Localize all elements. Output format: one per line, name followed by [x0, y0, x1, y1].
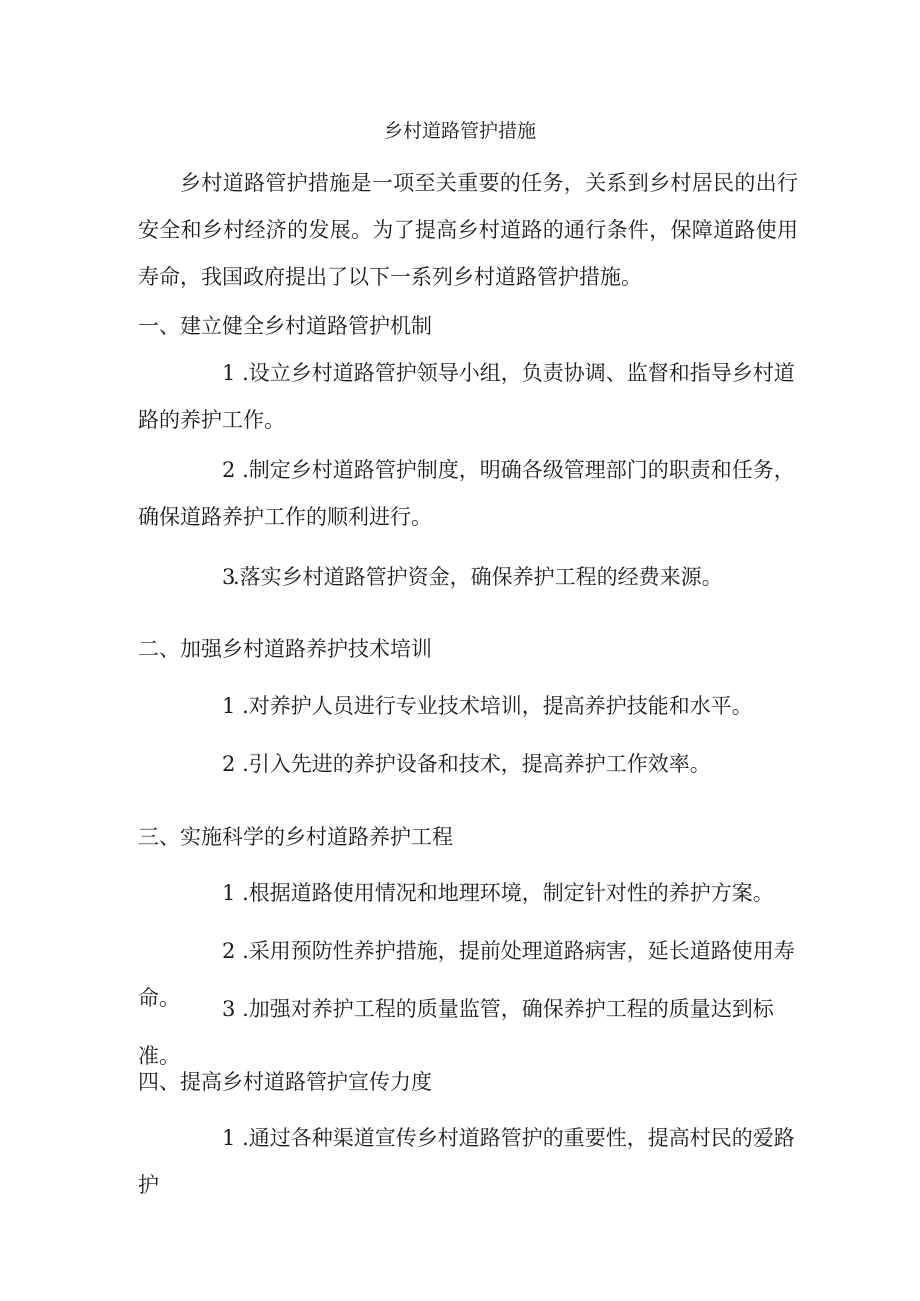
section-1-item-3	[138, 554, 798, 601]
section-heading-2: 二、加强乡村道路养护技术培训	[138, 637, 432, 661]
item-number: 2	[222, 458, 236, 482]
item-number: 1	[222, 881, 236, 905]
item-text: .加强对养护工程的质量监管，确保养护工程的质量达到标准。	[138, 997, 774, 1068]
section-2-item-1	[138, 683, 798, 730]
item-text: .采用预防性养护措施，提前处理道路病害，延长道路使用寿命。	[138, 939, 795, 1010]
item-number: 3	[222, 565, 236, 589]
section-2-item-2	[138, 741, 798, 788]
document-title: 乡村道路管护措施	[383, 120, 536, 142]
item-text: .通过各种渠道宣传乡村道路管护的重要性，提高村民的爱路护	[138, 1126, 795, 1197]
section-heading-1: 一、建立健全乡村道路管护机制	[138, 314, 432, 338]
item-number: 3	[222, 997, 236, 1021]
intro-paragraph: 乡村道路管护措施是一项至关重要的任务，关系到乡村居民的出行安全和乡村经济的发展。为了提高乡村道路的通行条件，保障道路使用寿命，我国政府提出了以下一系列乡村道路管护措施。	[138, 171, 798, 289]
section-3-item-1	[138, 870, 798, 917]
item-text: .落实乡村道路管护资金，确保养护工程的经费来源。	[233, 565, 723, 589]
section-1-item-2	[138, 447, 798, 541]
section-4-item-1	[138, 1115, 798, 1209]
section-heading-4: 四、提高乡村道路管护宣传力度	[138, 1070, 432, 1094]
item-text: .制定乡村道路管护制度，明确各级管理部门的职责和任务，确保道路养护工作的顺利进行。	[138, 458, 795, 529]
section-3-item-3	[138, 986, 798, 1080]
item-number: 1	[222, 694, 236, 718]
item-text: .引入先进的养护设备和技术，提高养护工作效率。	[242, 752, 711, 776]
item-text: .根据道路使用情况和地理环境，制定针对性的养护方案。	[242, 881, 774, 905]
item-text: .设立乡村道路管护领导小组，负责协调、监督和指导乡村道路的养护工作。	[138, 361, 795, 432]
section-heading-3: 三、实施科学的乡村道路养护工程	[138, 825, 453, 849]
section-1-item-1	[138, 350, 798, 444]
item-text: .对养护人员进行专业技术培训，提高养护技能和水平。	[242, 694, 753, 718]
item-number: 2	[222, 939, 236, 963]
item-number: 1	[222, 361, 236, 385]
item-number: 1	[222, 1126, 236, 1150]
item-number: 2	[222, 752, 236, 776]
